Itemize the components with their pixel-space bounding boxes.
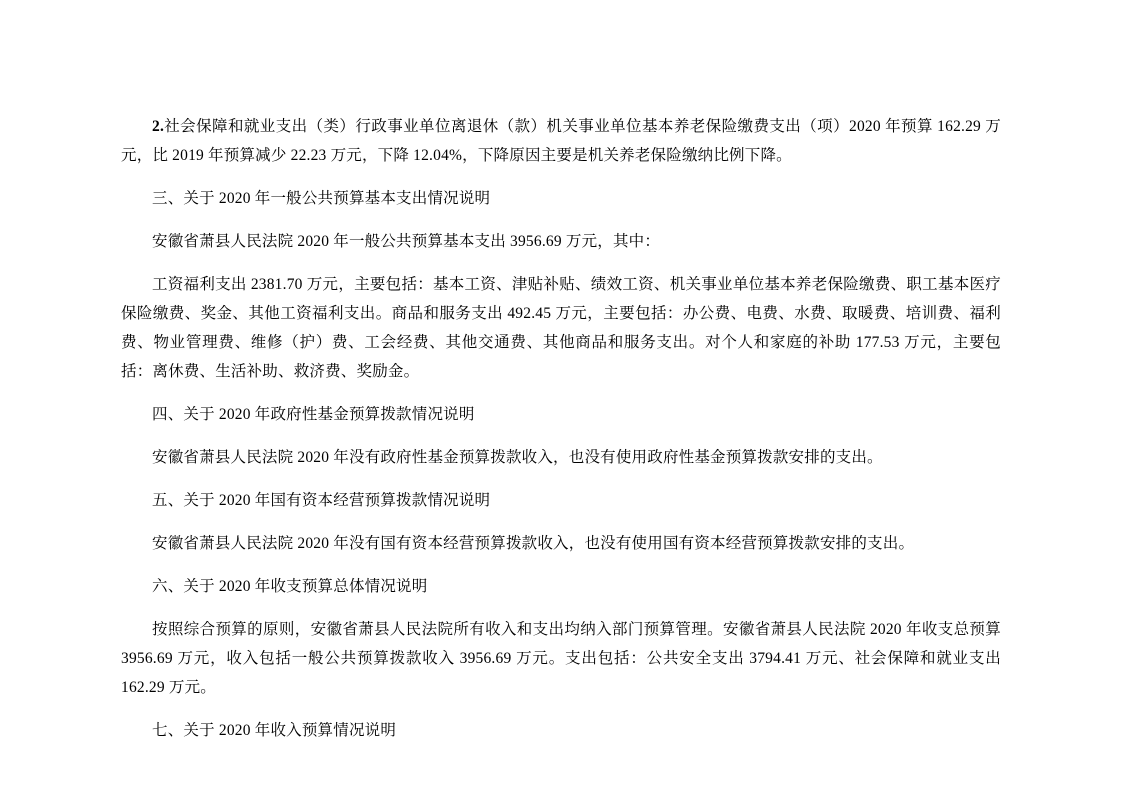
heading-section-six: 六、关于 2020 年收支预算总体情况说明 [152,578,428,595]
paragraph-basic-expenditure-detail: 工资福利支出 2381.70 万元，主要包括：基本工资、津贴补贴、绩效工资、机关事业单位基本养老保险缴费、职工基本医疗保险缴费、奖金、其他工资福利支出。商品和服务支出 492.45 万元，主要包括：办公费、电费、水费、取暖费、培训费、福利费、物业管理费、维修（护）费、工会经费、其他交通费、其他商品和服务支出。对个人和家庭的补助 177.53 万元，主要包括：离休费、生活补助、救济费、奖励金。 [121,276,1001,380]
heading-section-three: 三、关于 2020 年一般公共预算基本支出情况说明 [152,190,491,207]
document-body [121,112,1001,759]
paragraph-text: 社会保障和就业支出（类）行政事业单位离退休（款）机关事业单位基本养老保险缴费支出（项）2020 年预算 162.29 万元，比 2019 年预算减少 22.23 万元，下降 12.04%，下降原因主要是机关养老保险缴纳比例下降。 [121,118,1001,164]
paragraph-social-security [121,112,1001,170]
heading-section-five: 五、关于 2020 年国有资本经营预算拨款情况说明 [152,492,491,509]
heading-section-seven: 七、关于 2020 年收入预算情况说明 [152,722,397,739]
paragraph-basic-expenditure-intro: 安徽省萧县人民法院 2020 年一般公共预算基本支出 3956.69 万元，其中： [152,233,661,250]
paragraph-overall-budget: 按照综合预算的原则，安徽省萧县人民法院所有收入和支出均纳入部门预算管理。安徽省萧县人民法院 2020 年收支总预算 3956.69 万元，收入包括一般公共预算拨款收入 3956.69 万元。支出包括：公共安全支出 3794.41 万元、社会保障和就业支出 162.29 万元。 [121,621,1001,696]
paragraph-state-capital: 安徽省萧县人民法院 2020 年没有国有资本经营预算拨款收入，也没有使用国有资本经营预算拨款安排的支出。 [152,535,915,552]
heading-section-four: 四、关于 2020 年政府性基金预算拨款情况说明 [152,406,475,423]
paragraph-government-fund: 安徽省萧县人民法院 2020 年没有政府性基金预算拨款收入，也没有使用政府性基金预算拨款安排的支出。 [152,449,883,466]
paragraph-lead-number: 2. [152,118,165,135]
